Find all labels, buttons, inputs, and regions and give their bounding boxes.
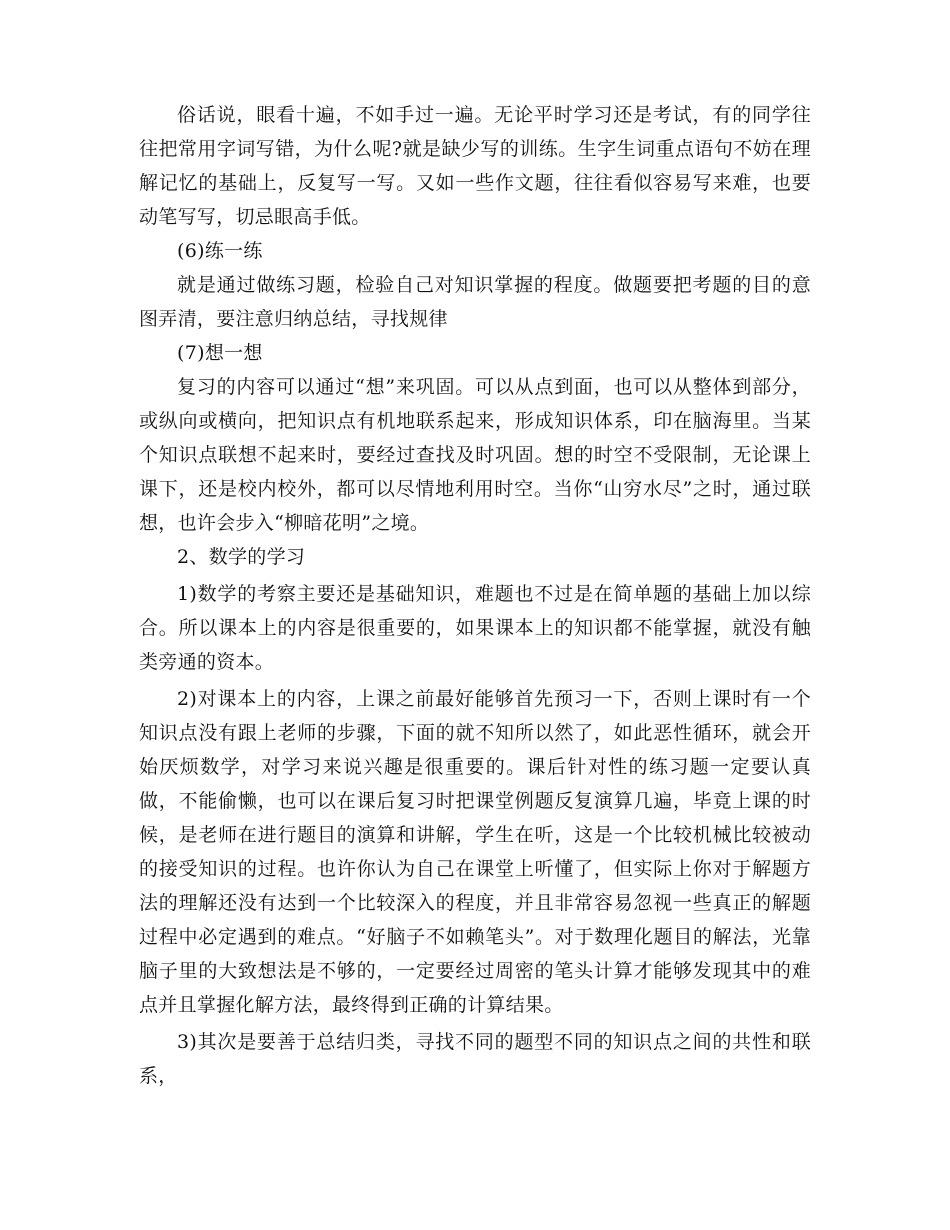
paragraph-math-2: 2)对课本上的内容，上课之前最好能够首先预习一下，否则上课时有一个知识点没有跟上老师的步骤，下面的就不知所以然了，如此恶性循环，就会开始厌烦数学，对学习来说兴趣是很重要的。课后针对性的练习题一定要认真做，不能偷懒，也可以在课后复习时把课堂例题反复演算几遍，毕竟上课的时候，是老师在进行题目的演算和讲解，学生在听，这是一个比较机械比较被动的接受知识的过程。也许你认为自己在课堂上听懂了，但实际上你对于解题方法的理解还没有达到一个比较深入的程度，并且非常容易忽视一些真正的解题过程中必定遇到的难点。“好脑子不如赖笔头”。对于数理化题目的解法，光靠脑子里的大致想法是不够的，一定要经过周密的笔头计算才能够发现其中的难点并且掌握化解方法，最终得到正确的计算结果。 — [139, 688, 811, 1016]
document-page — [139, 98, 811, 1093]
heading-think: (7)想一想 — [177, 342, 263, 364]
paragraph-math-3: 3)其次是要善于总结归类，寻找不同的题型不同的知识点之间的共性和联系， — [139, 1031, 811, 1087]
paragraph-think: 复习的内容可以通过“想”来巩固。可以从点到面，也可以从整体到部分，或纵向或横向，把知识点有机地联系起来，形成知识体系，印在脑海里。当某个知识点联想不起来时，要经过查找及时巩固。想的时空不受限制，无论课上课下，还是校内校外，都可以尽情地利用时空。当你“山穷水尽”之时，通过联想，也许会步入“柳暗花明”之境。 — [139, 376, 811, 534]
paragraph-writing-practice: 俗话说，眼看十遍，不如手过一遍。无论平时学习还是考试，有的同学往往把常用字词写错，为什么呢?就是缺少写的训练。生字生词重点语句不妨在理解记忆的基础上，反复写一写。又如一些作文题，往往看似容易写来难，也要动笔写写，切忌眼高手低。 — [139, 104, 811, 228]
paragraph-practice: 就是通过做练习题，检验自己对知识掌握的程度。做题要把考题的目的意图弄清，要注意归纳总结，寻找规律 — [139, 274, 811, 330]
heading-math-study: 2、数学的学习 — [177, 546, 306, 568]
heading-practice: (6)练一练 — [177, 240, 263, 262]
paragraph-math-1: 1)数学的考察主要还是基础知识，难题也不过是在简单题的基础上加以综合。所以课本上的内容是很重要的，如果课本上的知识都不能掌握，就没有触类旁通的资本。 — [139, 583, 811, 673]
